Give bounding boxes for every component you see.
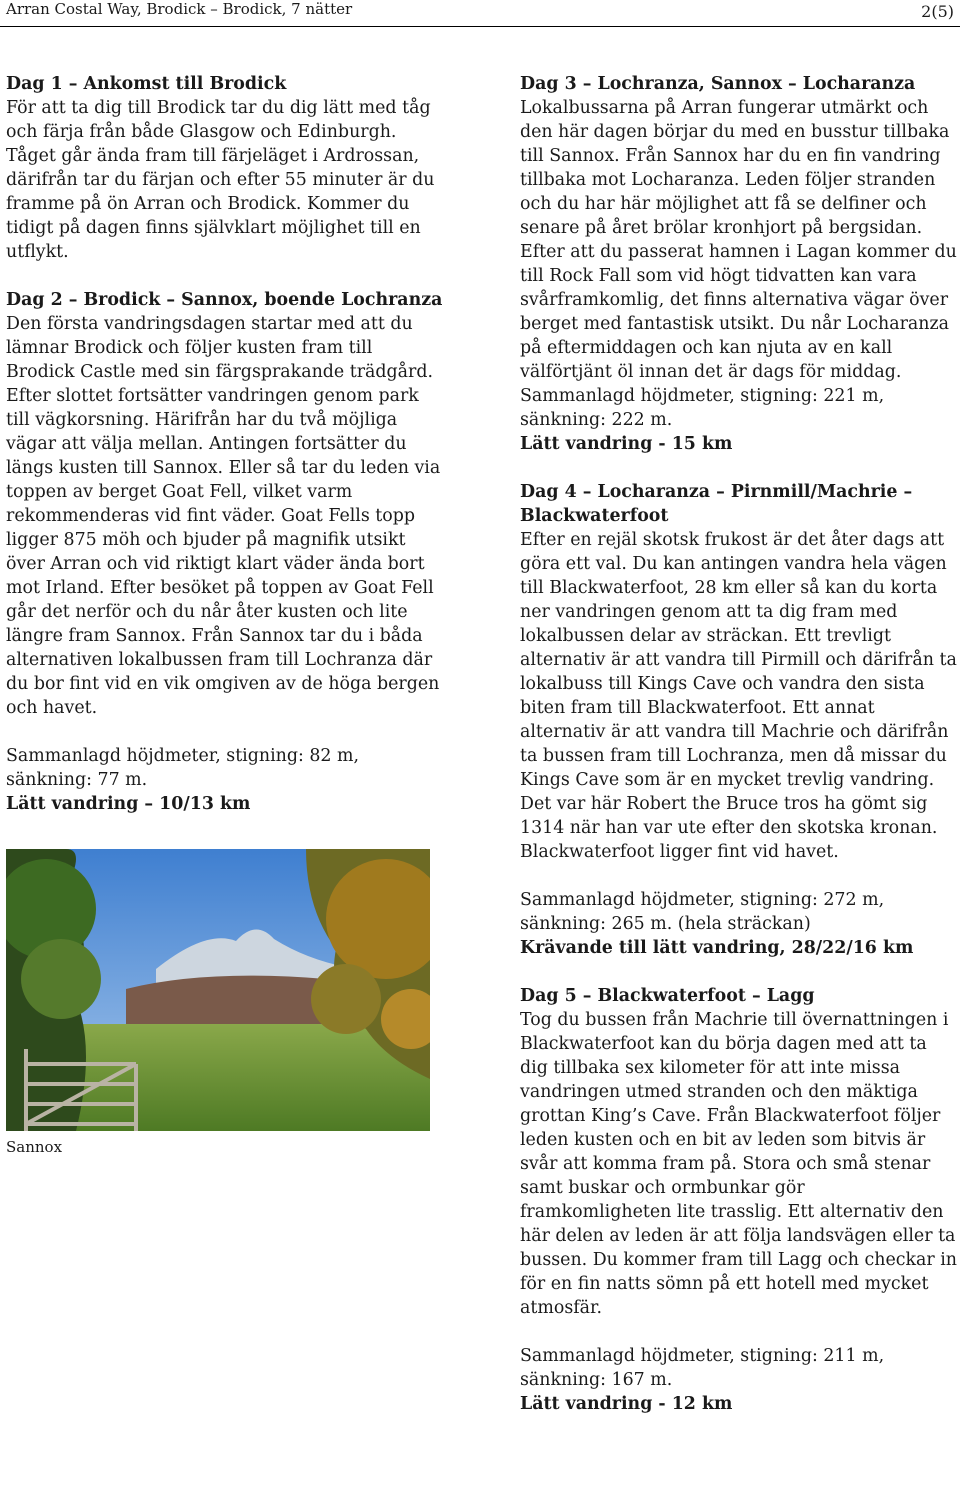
day-2-section: [6, 288, 444, 816]
day-5-body: Tog du bussen från Machrie till övernattningen i Blackwaterfoot kan du börja dagen med att ta dig tillbaka sex kilometer för att inte missa vandringen utmed stranden och den mäktiga grottan King’s Cave. Från Blackwaterfoot följer leden kusten och en bit av leden som bitvis är svår att komma fram på. Stora och små stenar samt buskar och ormbunkar gör framkomligheten lite trasslig. Ett alternativ den här delen av leden är att följa landsvägen eller ta bussen. Du kommer fram till Lagg och checkar in för en fin natts sömn på ett hotell med mycket atmosfär.: [520, 1010, 957, 1318]
left-column: [6, 72, 444, 816]
document-title: Arran Costal Way, Brodick – Brodick, 7 nätter: [6, 0, 353, 18]
day-5-stats: Sammanlagd höjdmeter, stigning: 211 m, sänkning: 167 m.: [520, 1346, 885, 1390]
right-column: [520, 72, 960, 1416]
header-rule: [0, 26, 960, 27]
day-3-title: Dag 3 – Lochranza, Sannox – Locharanza: [520, 74, 916, 94]
day-3-grade: Lätt vandring - 15 km: [520, 434, 733, 454]
page-header: [0, 0, 960, 22]
day-4-section: [520, 480, 960, 960]
day-2-title: Dag 2 – Brodick – Sannox, boende Lochranza: [6, 290, 443, 310]
day-2-body: Den första vandringsdagen startar med att du lämnar Brodick och följer kusten fram till Brodick Castle med sin färgsprakande trädgård. Efter slottet fortsätter vandringen genom park till vägkorsning. Härifrån har du två möjliga vägar att välja mellan. Antingen fortsätter du längs kusten till Sannox. Eller så tar du leden via toppen av berget Goat Fell, vilket varm rekommenderas vid fint väder. Goat Fells topp ligger 875 möh och bjuder på magnifik utsikt över Arran och vid riktigt klart väder ända bort mot Irland. Efter besöket på toppen av Goat Fell går det nerför och du når åter kusten och lite längre fram Sannox. Från Sannox tar du i båda alternativen lokalbussen fram till Lochranza där du bor fint vid en vik omgiven av de höga bergen och havet.: [6, 314, 441, 718]
photo-caption: Sannox: [6, 1138, 63, 1156]
day-5-grade: Lätt vandring - 12 km: [520, 1394, 733, 1414]
day-4-title: Dag 4 – Locharanza – Pirnmill/Machrie – Blackwaterfoot: [520, 482, 913, 526]
day-4-grade: Krävande till lätt vandring, 28/22/16 km: [520, 938, 914, 958]
day-4-body: Efter en rejäl skotsk frukost är det åter dags att göra ett val. Du kan antingen vandra hela vägen till Blackwaterfoot, 28 km eller så kan du korta ner vandringen genom att ta dig fram med lokalbussen delar av sträckan. Ett trevligt alternativ är att vandra till Pirmill och därifrån ta lokalbuss till Kings Cave och vandra den sista biten fram till Blackwaterfoot. Ett annat alternativ är att vandra till Machrie och därifrån ta bussen fram till Lochranza, men då missar du Kings Cave som är en mycket trevlig vandring. Det var här Robert the Bruce tros ha gömt sig 1314 när han var ute efter den skotska kronan. Blackwaterfoot ligger fint vid havet.: [520, 530, 957, 862]
day-4-stats: Sammanlagd höjdmeter, stigning: 272 m, sänkning: 265 m. (hela sträckan): [520, 890, 885, 934]
day-2-grade: Lätt vandring – 10/13 km: [6, 794, 251, 814]
day-3-section: [520, 72, 960, 456]
day-2-stats: Sammanlagd höjdmeter, stigning: 82 m, sänkning: 77 m.: [6, 746, 360, 790]
day-5-title: Dag 5 – Blackwaterfoot – Lagg: [520, 986, 815, 1006]
day-3-body: Lokalbussarna på Arran fungerar utmärkt och den här dagen börjar du med en busstur tillbaka till Sannox. Från Sannox har du en fin vandring tillbaka mot Locharanza. Leden följer stranden och du har här möjlighet att få se delfiner och senare på året brölar kronhjort på bergsidan. Efter att du passerat hamnen i Lagan kommer du till Rock Fall som vid högt tidvatten kan vara svårframkomlig, det finns alternativa vägar över berget med fantastisk utsikt. Du når Locharanza på eftermiddagen och kan njuta av en kall välförtjänt öl innan det är dags för middag.: [520, 98, 957, 382]
day-1-section: [6, 72, 444, 264]
day-5-section: [520, 984, 960, 1416]
day-3-stats: Sammanlagd höjdmeter, stigning: 221 m, sänkning: 222 m.: [520, 386, 885, 430]
page-number: 2(5): [921, 2, 954, 21]
day-1-body: För att ta dig till Brodick tar du dig lätt med tåg och färja från både Glasgow och Edinburgh. Tåget går ända fram till färjeläget i Ardrossan, därifrån tar du färjan och efter 55 minuter är du framme på ön Arran och Brodick. Kommer du tidigt på dagen finns självklart möjlighet till en utflykt.: [6, 98, 435, 262]
sannox-photo: [6, 849, 430, 1131]
day-1-title: Dag 1 – Ankomst till Brodick: [6, 74, 287, 94]
